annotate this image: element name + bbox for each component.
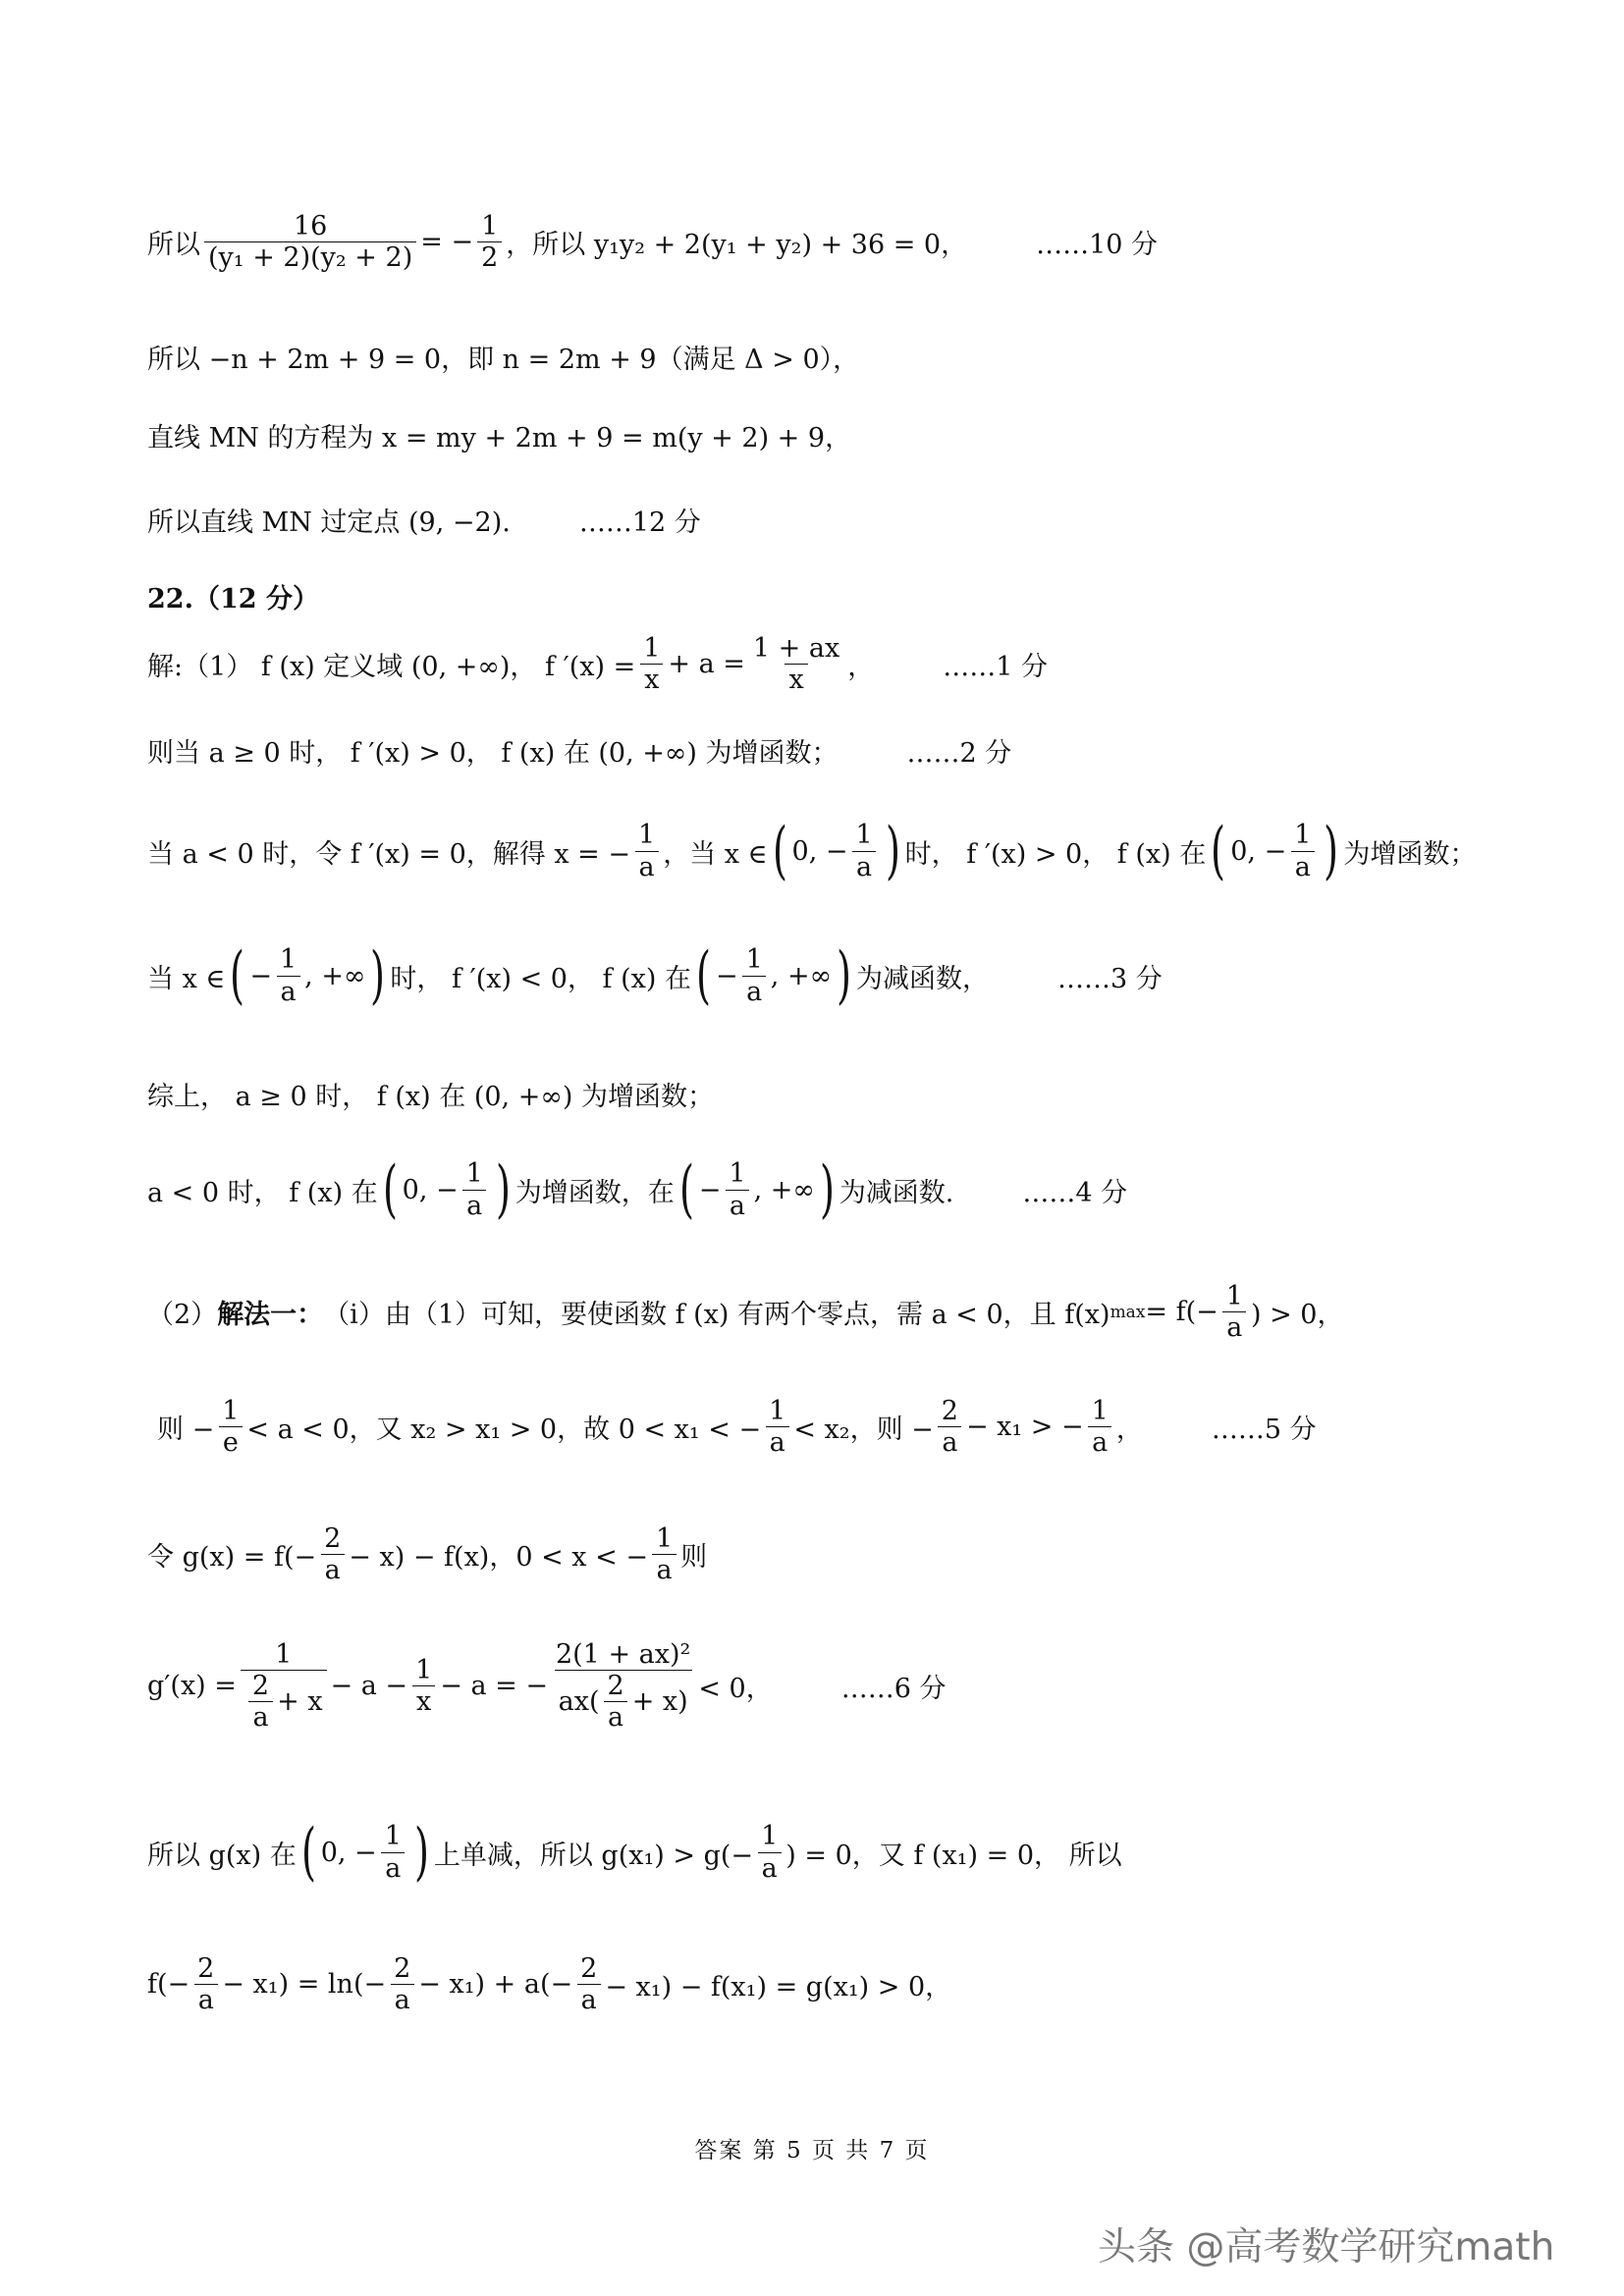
- text: < a < 0，又 x₂ > x₁ > 0，故 0 < x₁ < −: [246, 1415, 762, 1446]
- text: ) = 0，又 f (x₁) = 0， 所以: [785, 1840, 1122, 1871]
- fraction: [852, 820, 877, 881]
- text: 所以 −n + 2m + 9 = 0，即 n = 2m + 9（满足 Δ > 0），: [147, 345, 860, 375]
- denominator: a: [1291, 851, 1315, 882]
- fraction: [477, 211, 502, 273]
- part2-line-5: [147, 1816, 1122, 1889]
- right-paren: ): [370, 939, 386, 1012]
- left-paren: (: [696, 939, 711, 1012]
- fraction: [938, 1396, 962, 1458]
- question-22-heading: [147, 577, 319, 615]
- text: 则 −: [157, 1415, 215, 1446]
- denominator: 2: [477, 241, 502, 273]
- text: < 0，: [698, 1674, 773, 1705]
- fraction: [757, 1821, 782, 1883]
- text: a < 0 时， f (x) 在: [147, 1177, 378, 1208]
- right-paren: ): [495, 1153, 511, 1226]
- text: g′(x) =: [147, 1671, 237, 1702]
- answer-line-1: [147, 211, 1158, 273]
- answer-line-4: [147, 501, 701, 539]
- text: 0, −: [791, 835, 848, 867]
- text: − x₁) = ln(−: [222, 1969, 387, 2001]
- text: ax(: [558, 1686, 600, 1718]
- part2-line-1: [147, 1281, 1343, 1343]
- text: 解:（1） f (x) 定义域 (0, +∞)， f ′(x) =: [147, 652, 636, 683]
- denominator: x: [412, 1685, 435, 1717]
- text: , +∞: [753, 1174, 815, 1205]
- denominator: e: [219, 1426, 243, 1458]
- fraction: [411, 1655, 436, 1717]
- text: 0, −: [1230, 835, 1287, 867]
- denominator: a: [938, 1426, 961, 1458]
- text: −: [249, 960, 272, 991]
- score-mark: ……5 分: [1211, 1415, 1317, 1446]
- denominator: a: [726, 1190, 749, 1221]
- right-paren: ): [1324, 815, 1339, 887]
- text: 为减函数.: [839, 1177, 954, 1208]
- fraction: [634, 820, 659, 881]
- answer-line-3: [147, 416, 851, 454]
- fraction: [1088, 1396, 1112, 1458]
- left-paren: (: [230, 939, 245, 1012]
- denominator: a: [652, 1554, 676, 1585]
- fraction: [320, 1523, 345, 1585]
- text: ，: [1115, 1415, 1143, 1446]
- numerator: 16: [293, 211, 328, 241]
- denominator: a: [604, 1701, 627, 1733]
- text: , +∞: [304, 960, 366, 991]
- solution-line-4: [147, 939, 1163, 1012]
- score-mark: ……3 分: [1057, 963, 1163, 994]
- denominator: a: [577, 1984, 601, 2015]
- numerator: 2: [251, 1671, 270, 1702]
- numerator: 1: [465, 1158, 483, 1190]
- fraction: [604, 1671, 628, 1733]
- left-paren: (: [382, 1153, 398, 1226]
- numerator: 1: [1091, 1396, 1109, 1426]
- numerator: 1: [855, 820, 873, 851]
- text: f(−: [147, 1969, 190, 2001]
- numerator: 1: [415, 1655, 433, 1686]
- text: 则当 a ≥ 0 时， f ′(x) > 0， f (x) 在 (0, +∞) 为增函数；: [147, 738, 839, 769]
- text: − x₁) + a(−: [418, 1969, 573, 2001]
- text: + a =: [668, 649, 745, 680]
- text: 为增函数，在: [514, 1177, 675, 1208]
- text: − a −: [330, 1671, 408, 1702]
- numerator: 1: [745, 944, 763, 976]
- numerator: 1: [1225, 1281, 1243, 1311]
- numerator: 1: [384, 1821, 402, 1852]
- fraction: [725, 1158, 749, 1220]
- fraction: [390, 1953, 414, 2015]
- text: − a = −: [440, 1671, 548, 1702]
- denominator: a: [852, 851, 876, 882]
- left-paren: (: [772, 815, 787, 887]
- denominator: a: [1222, 1311, 1246, 1343]
- numerator: 1: [643, 633, 661, 664]
- text: 0, −: [402, 1174, 459, 1205]
- fraction: [552, 1639, 694, 1733]
- part2-line-2: [157, 1396, 1317, 1458]
- numerator: 1: [222, 1396, 240, 1426]
- text: ，所以: [506, 230, 586, 261]
- part2-line-4: [147, 1639, 947, 1733]
- fraction: [1222, 1281, 1247, 1343]
- text: 综上， a ≥ 0 时， f (x) 在 (0, +∞) 为增函数；: [147, 1082, 714, 1112]
- numerator: 1: [761, 1821, 779, 1852]
- text: −: [715, 960, 738, 991]
- fraction: [276, 944, 300, 1006]
- text: 为减函数，: [856, 963, 990, 994]
- numerator: 2: [197, 1953, 215, 1984]
- fraction: [204, 211, 416, 273]
- text: ) > 0，: [1250, 1300, 1344, 1331]
- answer-line-2: [147, 338, 859, 376]
- text: 所以直线 MN 过定点 (9, −2).: [147, 507, 511, 538]
- text: = −: [420, 227, 474, 258]
- watermark: 头条 @高考数学研究math: [1098, 2225, 1555, 2269]
- numerator: 1: [655, 1523, 674, 1554]
- text: 所以: [147, 230, 200, 261]
- denominator: [241, 1670, 327, 1733]
- fraction: [218, 1396, 243, 1458]
- denominator: a: [321, 1554, 345, 1585]
- denominator: a: [758, 1852, 782, 1884]
- solution-line-5: [147, 1075, 714, 1113]
- numerator: 1: [1294, 820, 1312, 851]
- fraction: [652, 1523, 677, 1585]
- denominator: a: [766, 1426, 789, 1458]
- text: （i）由（1）可知，要使函数 f (x) 有两个零点，需 a < 0，且 f(x): [323, 1300, 1110, 1331]
- text: 时， f ′(x) > 0， f (x) 在: [904, 838, 1207, 870]
- text: 22.（12 分）: [147, 584, 319, 614]
- text: 所以 g(x) 在: [147, 1840, 297, 1871]
- subscript: max: [1110, 1302, 1146, 1322]
- score-mark: ……1 分: [943, 652, 1048, 683]
- text: − x₁ > −: [965, 1412, 1084, 1443]
- denominator: a: [1088, 1426, 1111, 1458]
- score-mark: ……10 分: [1036, 230, 1159, 261]
- numerator: 1: [481, 211, 499, 241]
- numerator: 1: [279, 944, 298, 976]
- denominator: [555, 1670, 692, 1733]
- equation: y₁y₂ + 2(y₁ + y₂) + 36 = 0，: [593, 230, 968, 261]
- right-paren: ): [413, 1816, 429, 1889]
- score-mark: ……2 分: [906, 738, 1012, 769]
- solution-line-3: [147, 815, 1477, 887]
- right-paren: ): [819, 1153, 835, 1226]
- score-mark: ……6 分: [840, 1674, 947, 1705]
- denominator: a: [248, 1701, 272, 1733]
- text: 令 g(x) = f(−: [147, 1542, 317, 1574]
- numerator: 2: [607, 1671, 624, 1702]
- score-mark: ……4 分: [1022, 1177, 1128, 1208]
- fraction: [742, 944, 767, 1006]
- numerator: 2: [324, 1523, 342, 1554]
- text: − x) − f(x)，0 < x < −: [349, 1542, 648, 1574]
- fraction: [381, 1821, 406, 1883]
- text: 上单减，所以 g(x₁) > g(−: [433, 1840, 754, 1871]
- denominator: (y₁ + 2)(y₂ + 2): [204, 241, 416, 273]
- right-paren: ): [885, 815, 900, 887]
- denominator: a: [391, 1984, 414, 2015]
- denominator: a: [635, 851, 659, 882]
- text: + x: [277, 1686, 323, 1718]
- left-paren: (: [678, 1153, 694, 1226]
- solution-line-1: 解:（1） f (x) 定义域 (0, +∞)， f ′(x) = $\frac{1}{x}$ + a = $\frac{1 + ax}{x}$ ， ……1 分: [147, 633, 1048, 696]
- fraction: [765, 1396, 789, 1458]
- numerator: 1 + ax: [752, 633, 840, 664]
- text: − x₁) − f(x₁) = g(x₁) > 0，: [605, 1972, 952, 2003]
- numerator: 1: [638, 820, 656, 851]
- left-paren: (: [300, 1816, 316, 1889]
- text: （2）: [147, 1300, 218, 1331]
- text: 则: [680, 1542, 708, 1574]
- denominator: x: [785, 664, 807, 695]
- fraction: [462, 1158, 487, 1220]
- text: < x₂，则 −: [793, 1415, 934, 1446]
- text: 时， f ′(x) < 0， f (x) 在: [390, 963, 692, 994]
- fraction: [241, 1639, 327, 1733]
- numerator: 2: [941, 1396, 958, 1426]
- text: 当 a < 0 时，令 f ′(x) = 0，解得 x = −: [147, 838, 630, 870]
- text: 直线 MN 的方程为 x = my + 2m + 9 = m(y + 2) + 9，: [147, 423, 852, 454]
- text: 0, −: [320, 1837, 377, 1868]
- text: −: [698, 1174, 722, 1205]
- denominator: x: [640, 664, 663, 695]
- fraction: [639, 633, 664, 695]
- page-footer: 答案 第 5 页 共 7 页: [694, 2138, 930, 2163]
- denominator: a: [194, 1984, 218, 2015]
- numerator: 1: [729, 1158, 746, 1190]
- denominator: a: [277, 976, 300, 1007]
- left-paren: (: [1211, 815, 1226, 887]
- text: 当 x ∈: [147, 963, 226, 994]
- fraction: [248, 1671, 273, 1733]
- text: 为增函数；: [1343, 838, 1477, 870]
- fraction: [193, 1953, 218, 2015]
- denominator: a: [381, 1852, 405, 1884]
- numerator: 2: [394, 1953, 411, 1984]
- text: = f(−: [1145, 1297, 1218, 1328]
- solution-line-6: [147, 1153, 1128, 1226]
- solution-line-2: [147, 731, 1011, 770]
- text: ，当 x ∈: [663, 838, 768, 870]
- denominator: a: [742, 976, 766, 1007]
- fraction: [1290, 820, 1315, 881]
- text: , +∞: [770, 960, 833, 991]
- fraction: [576, 1953, 601, 2015]
- numerator: 2: [580, 1953, 598, 1984]
- part2-line-6: [147, 1953, 951, 2015]
- numerator: 1: [275, 1639, 293, 1670]
- denominator: a: [462, 1190, 486, 1221]
- score-mark: ……12 分: [578, 507, 701, 538]
- text: + x): [631, 1686, 688, 1718]
- part2-line-3: [147, 1523, 707, 1585]
- fraction: [749, 633, 843, 695]
- method-label: 解法一：: [217, 1300, 324, 1331]
- numerator: 1: [769, 1396, 786, 1426]
- numerator: 2(1 + ax)²: [555, 1639, 691, 1670]
- right-paren: ): [837, 939, 852, 1012]
